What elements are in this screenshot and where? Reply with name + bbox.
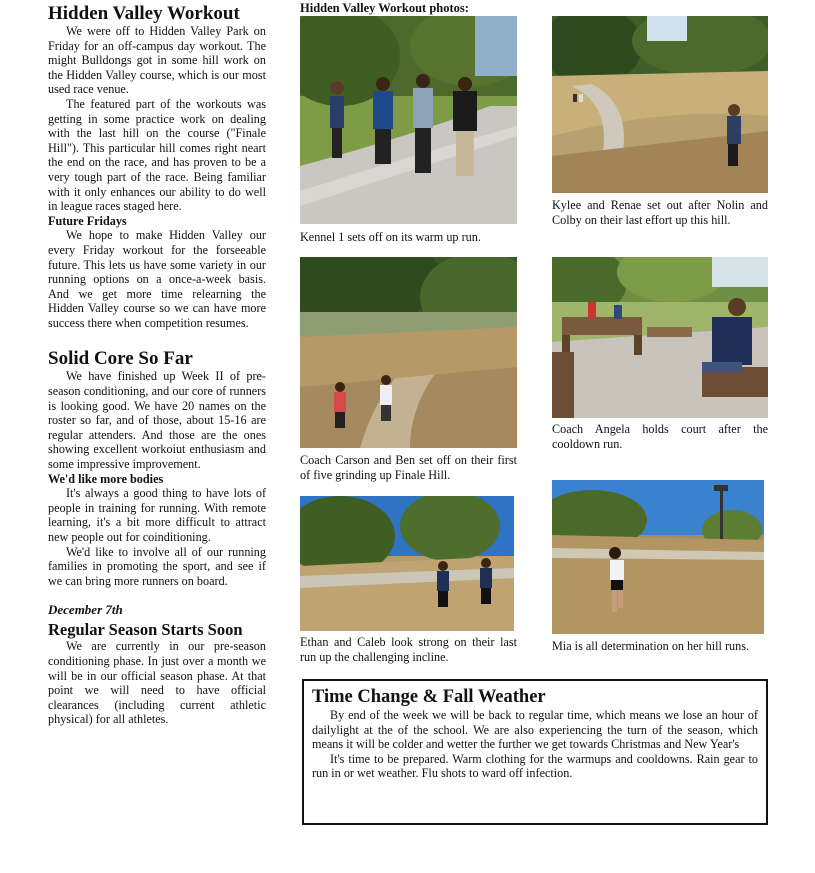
hidden-valley-paragraph-1: We were off to Hidden Valley Park on Friday for an off-campus day workout. The might Bulldongs got in some hill work on the Hidden Valley course, which is our most used race venue. bbox=[48, 24, 266, 97]
solid-core-title: Solid Core So Far bbox=[48, 348, 193, 370]
regular-season-paragraph: We are currently in our pre-season conditioning phase. In just over a month we will be in our official season phase. At that point we will need to have official clearances (including current athletic physical) for all athletes. bbox=[48, 639, 266, 727]
future-fridays-subhead: Future Fridays bbox=[48, 213, 127, 228]
solid-core-paragraph-2: It's always a good thing to have lots of people in training for running. With remote learning, it's a bit more difficult to attract new people out for coinditioning. bbox=[48, 486, 266, 544]
time-change-paragraph-2: It's time to be prepared. Warm clothing for the warmups and cooldowns. Rain gear to run in or wet weather. Flu shots to ward off infection. bbox=[312, 751, 758, 781]
photo-coach-angela bbox=[552, 257, 768, 418]
caption-ethan-caleb: Ethan and Caleb look strong on their last run up the challenging incline. bbox=[300, 635, 517, 664]
photo-carson-ben bbox=[300, 257, 517, 448]
caption-coach-angela: Coach Angela holds court after the cooldown run. bbox=[552, 422, 768, 451]
hidden-valley-paragraph-3: We hope to make Hidden Valley our every Friday workout for the forseeable future. This lets us have some variety in our running options on a once-a-week basis. And we get more time relearning the Hidden Valley course so we can have more success there when competition resumes. bbox=[48, 228, 266, 330]
left-column bbox=[48, 3, 266, 727]
caption-carson-ben: Coach Carson and Ben set off on their first of five grinding up Finale Hill. bbox=[300, 453, 517, 482]
hidden-valley-title: Hidden Valley Workout bbox=[48, 3, 240, 24]
photo-kennel-warmup bbox=[300, 16, 517, 224]
photo-mia bbox=[552, 480, 764, 634]
caption-kylee-renae: Kylee and Renae set out after Nolin and Colby on their last effort up this hill. bbox=[552, 198, 768, 227]
photo-ethan-caleb bbox=[300, 496, 514, 631]
regular-season-title: Regular Season Starts Soon bbox=[48, 620, 243, 640]
time-change-paragraph-1: By end of the week we will be back to regular time, which means we lose an hour of dailylight at the of the school. We are also experiencing the turn of the season, which means it will be colder and wetter the further we get towards Christmas and New Year's bbox=[312, 708, 758, 752]
caption-kennel-warmup: Kennel 1 sets off on its warm up run. bbox=[300, 230, 481, 244]
caption-mia: Mia is all determination on her hill runs. bbox=[552, 639, 749, 653]
photo-kylee-renae bbox=[552, 16, 768, 193]
time-change-title: Time Change & Fall Weather bbox=[312, 687, 546, 707]
season-date: December 7th bbox=[48, 602, 123, 618]
solid-core-paragraph-1: We have finished up Week II of pre-season conditioning, and our core of runners is looking good. We have 20 names on the roster so far, and of those, about 15-16 are regular attenders. And those are the ones showing excellent workoiut enthusiasm and some impressive improvement. bbox=[48, 369, 266, 472]
more-bodies-subhead: We'd like more bodies bbox=[48, 471, 164, 486]
photos-title: Hidden Valley Workout photos: bbox=[300, 1, 469, 15]
solid-core-paragraph-3: We'd like to involve all of our running families in promoting the sport, and see if we can bring more runners on board. bbox=[48, 544, 266, 588]
hidden-valley-paragraph-2: The featured part of the workouts was getting in some practice work on dealing with the last hill on the course ("Finale Hill"). This particular hill comes right neart the end on the race, and has proven to be a very tough part of the race. Being familiar with it only enhances our ability to do well in league races staged here. bbox=[48, 96, 266, 214]
time-change-box bbox=[302, 679, 768, 825]
